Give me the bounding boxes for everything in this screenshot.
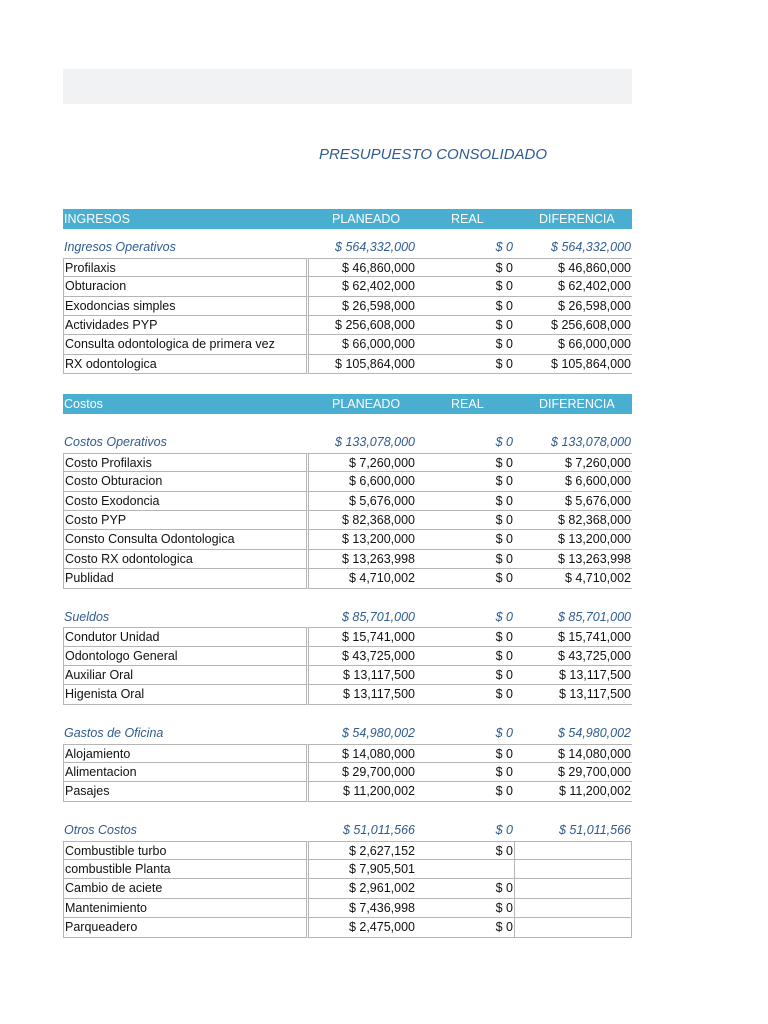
table-row xyxy=(63,744,632,763)
cell-real: $ 0 xyxy=(416,472,514,491)
cell-real: $ 0 xyxy=(416,492,514,511)
category-name: Otros Costos xyxy=(64,823,137,838)
table-row xyxy=(63,550,632,569)
header-diferencia: DIFERENCIA xyxy=(539,212,615,226)
cell-real: $ 0 xyxy=(416,685,514,704)
cell-concept: Costo Exodoncia xyxy=(63,492,309,511)
cell-diferencia: $ 13,200,000 xyxy=(514,530,632,549)
cell-planeado: $ 66,000,000 xyxy=(309,335,416,354)
cell-diferencia: $ 14,080,000 xyxy=(514,744,632,763)
table-row xyxy=(63,297,632,316)
cell-concept: Mantenimiento xyxy=(63,899,309,918)
header-real: REAL xyxy=(451,212,484,226)
cell-concept: Profilaxis xyxy=(63,258,309,277)
cell-diferencia: $ 11,200,002 xyxy=(514,782,632,801)
cell-concept: Pasajes xyxy=(63,782,309,801)
category-name: Sueldos xyxy=(64,609,110,624)
table-row xyxy=(63,453,632,472)
table-row xyxy=(63,860,632,879)
category-row xyxy=(63,608,632,627)
table-row xyxy=(63,879,632,898)
cell-diferencia: $ 4,710,002 xyxy=(514,569,632,588)
cell-concept: Consto Consulta Odontologica xyxy=(63,530,309,549)
category-name: Ingresos Operativos xyxy=(64,240,176,255)
cell-real: $ 0 xyxy=(416,258,514,277)
category-name: Costos Operativos xyxy=(64,435,167,450)
cell-diferencia xyxy=(514,918,632,937)
category-diferencia: $ 51,011,566 xyxy=(558,823,631,838)
cell-diferencia: $ 13,263,998 xyxy=(514,550,632,569)
cell-concept: Condutor Unidad xyxy=(63,627,309,646)
cell-concept: Cambio de aciete xyxy=(63,879,309,898)
cell-diferencia: $ 13,117,500 xyxy=(514,666,632,685)
category-row xyxy=(63,433,632,452)
cell-concept: Parqueadero xyxy=(63,918,309,937)
table-row xyxy=(63,647,632,666)
cell-planeado: $ 82,368,000 xyxy=(309,511,416,530)
cell-planeado: $ 6,600,000 xyxy=(309,472,416,491)
cell-planeado: $ 43,725,000 xyxy=(309,647,416,666)
ingresos-header xyxy=(63,209,632,229)
cell-concept: Costo Obturacion xyxy=(63,472,309,491)
cell-concept: Publidad xyxy=(63,569,309,588)
costos-section xyxy=(63,394,632,938)
cell-planeado: $ 13,263,998 xyxy=(309,550,416,569)
cell-concept: Auxiliar Oral xyxy=(63,666,309,685)
category-real: $ 0 xyxy=(495,823,513,838)
category-diferencia: $ 54,980,002 xyxy=(558,726,631,741)
cell-diferencia: $ 5,676,000 xyxy=(514,492,632,511)
table-row xyxy=(63,763,632,782)
cell-planeado: $ 2,961,002 xyxy=(309,879,416,898)
cell-concept: Actividades PYP xyxy=(63,316,309,335)
table-row xyxy=(63,666,632,685)
cell-diferencia xyxy=(514,879,632,898)
cell-diferencia: $ 26,598,000 xyxy=(514,297,632,316)
category-real: $ 0 xyxy=(495,435,513,450)
cell-concept: Costo PYP xyxy=(63,511,309,530)
header-diferencia: DIFERENCIA xyxy=(539,397,615,411)
cell-planeado: $ 14,080,000 xyxy=(309,744,416,763)
category-name: Gastos de Oficina xyxy=(64,726,164,741)
cell-planeado: $ 13,200,000 xyxy=(309,530,416,549)
cell-concept: combustible Planta xyxy=(63,860,309,879)
table-row xyxy=(63,258,632,277)
cell-diferencia: $ 29,700,000 xyxy=(514,763,632,782)
cell-planeado: $ 2,627,152 xyxy=(309,841,416,860)
cell-concept: Costo Profilaxis xyxy=(63,453,309,472)
page-title: PRESUPUESTO CONSOLIDADO xyxy=(318,146,548,163)
cell-real: $ 0 xyxy=(416,355,514,374)
cell-concept: Obturacion xyxy=(63,277,309,296)
cell-diferencia xyxy=(514,860,632,879)
cell-real: $ 0 xyxy=(416,530,514,549)
table-row xyxy=(63,492,632,511)
cell-diferencia: $ 105,864,000 xyxy=(514,355,632,374)
cell-planeado: $ 11,200,002 xyxy=(309,782,416,801)
cell-concept: Combustible turbo xyxy=(63,841,309,860)
table-row xyxy=(63,277,632,296)
cell-real: $ 0 xyxy=(416,763,514,782)
cell-real: $ 0 xyxy=(416,744,514,763)
cell-planeado: $ 105,864,000 xyxy=(309,355,416,374)
cell-concept: Exodoncias simples xyxy=(63,297,309,316)
table-row xyxy=(63,355,632,374)
cell-concept: Consulta odontologica de primera vez xyxy=(63,335,309,354)
header-concept: Costos xyxy=(64,397,103,411)
cell-real: $ 0 xyxy=(416,899,515,918)
cell-concept: Higenista Oral xyxy=(63,685,309,704)
category-planeado: $ 85,701,000 xyxy=(342,609,415,624)
cell-diferencia: $ 43,725,000 xyxy=(514,647,632,666)
category-row xyxy=(63,821,632,840)
cell-concept: Alojamiento xyxy=(63,744,309,763)
top-bar xyxy=(63,69,632,104)
cell-real: $ 0 xyxy=(416,569,514,588)
category-real: $ 0 xyxy=(495,240,513,255)
category-real: $ 0 xyxy=(495,726,513,741)
table-row xyxy=(63,685,632,704)
cell-real: $ 0 xyxy=(416,277,514,296)
cell-planeado: $ 13,117,500 xyxy=(309,666,416,685)
cell-diferencia: $ 15,741,000 xyxy=(514,627,632,646)
category-planeado: $ 133,078,000 xyxy=(335,435,415,450)
cell-diferencia: $ 46,860,000 xyxy=(514,258,632,277)
cell-real: $ 0 xyxy=(416,453,514,472)
ingresos-rows xyxy=(63,258,632,374)
cell-planeado: $ 2,475,000 xyxy=(309,918,416,937)
cell-real: $ 0 xyxy=(416,316,514,335)
cell-diferencia: $ 82,368,000 xyxy=(514,511,632,530)
cell-diferencia: $ 62,402,000 xyxy=(514,277,632,296)
cell-planeado: $ 5,676,000 xyxy=(309,492,416,511)
cell-planeado: $ 29,700,000 xyxy=(309,763,416,782)
costos-header xyxy=(63,394,632,414)
category-planeado: $ 51,011,566 xyxy=(342,823,415,838)
category-row xyxy=(63,238,632,257)
cell-diferencia: $ 13,117,500 xyxy=(514,685,632,704)
cell-real: $ 0 xyxy=(416,879,515,898)
table-row xyxy=(63,335,632,354)
cell-planeado: $ 26,598,000 xyxy=(309,297,416,316)
cell-concept: Alimentacion xyxy=(63,763,309,782)
cell-real: $ 0 xyxy=(416,511,514,530)
cell-real: $ 0 xyxy=(416,841,515,860)
cell-real: $ 0 xyxy=(416,666,514,685)
cell-planeado: $ 7,436,998 xyxy=(309,899,416,918)
cell-concept: Odontologo General xyxy=(63,647,309,666)
table-row xyxy=(63,472,632,491)
cell-real: $ 0 xyxy=(416,550,514,569)
category-real: $ 0 xyxy=(495,609,513,624)
cell-diferencia: $ 7,260,000 xyxy=(514,453,632,472)
table-row xyxy=(63,511,632,530)
cell-diferencia xyxy=(514,899,632,918)
cell-planeado: $ 15,741,000 xyxy=(309,627,416,646)
category-row xyxy=(63,724,632,743)
ingresos-section xyxy=(63,209,632,374)
category-diferencia: $ 564,332,000 xyxy=(551,240,631,255)
cell-real: $ 0 xyxy=(416,918,515,937)
cell-diferencia: $ 66,000,000 xyxy=(514,335,632,354)
cell-planeado: $ 4,710,002 xyxy=(309,569,416,588)
header-planeado: PLANEADO xyxy=(332,397,401,411)
cell-real xyxy=(416,860,515,879)
cell-real: $ 0 xyxy=(416,647,514,666)
table-row xyxy=(63,530,632,549)
cell-planeado: $ 256,608,000 xyxy=(309,316,416,335)
table-row xyxy=(63,899,632,918)
table-row xyxy=(63,627,632,646)
table-row xyxy=(63,841,632,860)
table-row xyxy=(63,918,632,937)
header-planeado: PLANEADO xyxy=(332,212,401,226)
cell-planeado: $ 7,260,000 xyxy=(309,453,416,472)
header-real: REAL xyxy=(451,397,484,411)
cell-planeado: $ 46,860,000 xyxy=(309,258,416,277)
cell-diferencia: $ 6,600,000 xyxy=(514,472,632,491)
table-row xyxy=(63,569,632,588)
table-row xyxy=(63,782,632,801)
cell-concept: RX odontologica xyxy=(63,355,309,374)
cell-diferencia xyxy=(514,841,632,860)
cell-concept: Costo RX odontologica xyxy=(63,550,309,569)
cell-planeado: $ 13,117,500 xyxy=(309,685,416,704)
cell-real: $ 0 xyxy=(416,335,514,354)
category-diferencia: $ 85,701,000 xyxy=(558,609,631,624)
cell-diferencia: $ 256,608,000 xyxy=(514,316,632,335)
category-planeado: $ 564,332,000 xyxy=(335,240,415,255)
category-diferencia: $ 133,078,000 xyxy=(551,435,631,450)
table-row xyxy=(63,316,632,335)
cell-real: $ 0 xyxy=(416,782,514,801)
category-planeado: $ 54,980,002 xyxy=(342,726,415,741)
cell-real: $ 0 xyxy=(416,627,514,646)
cell-planeado: $ 62,402,000 xyxy=(309,277,416,296)
header-concept: INGRESOS xyxy=(64,212,130,226)
cell-real: $ 0 xyxy=(416,297,514,316)
cell-planeado: $ 7,905,501 xyxy=(309,860,416,879)
